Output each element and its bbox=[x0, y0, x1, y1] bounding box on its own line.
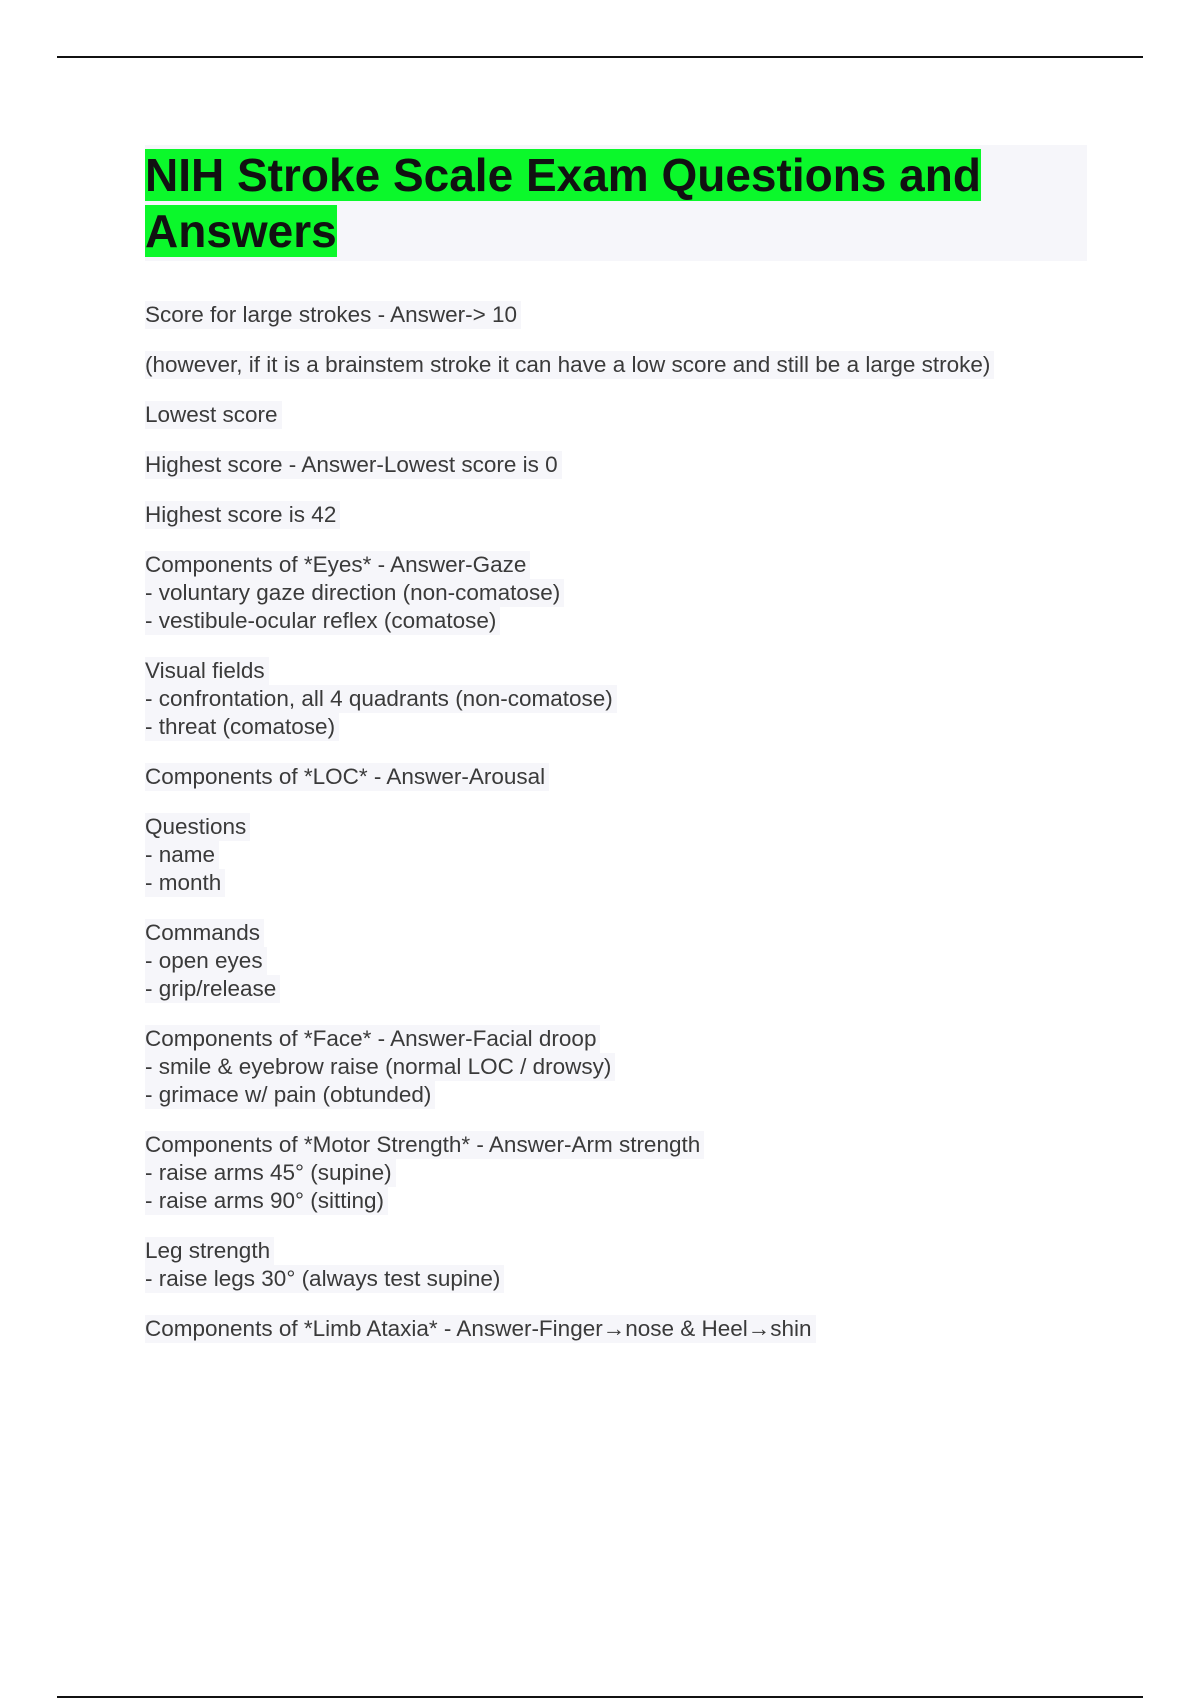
qa-line-detail: - name bbox=[145, 841, 219, 869]
document-body bbox=[145, 145, 1087, 1365]
qa-line-detail: - threat (comatose) bbox=[145, 713, 339, 741]
qa-line-detail: - raise arms 45° (supine) bbox=[145, 1159, 396, 1187]
qa-block bbox=[145, 1315, 1087, 1343]
qa-line-detail: - open eyes bbox=[145, 947, 267, 975]
qa-line-detail: - voluntary gaze direction (non-comatose) bbox=[145, 579, 564, 607]
qa-block bbox=[145, 551, 1087, 635]
qa-block bbox=[145, 657, 1087, 741]
qa-line-heading: Lowest score bbox=[145, 401, 282, 429]
qa-block bbox=[145, 501, 1087, 529]
title-box bbox=[145, 145, 1087, 261]
qa-block bbox=[145, 919, 1087, 1003]
qa-list bbox=[145, 301, 1087, 1343]
qa-block bbox=[145, 351, 1087, 379]
qa-block bbox=[145, 763, 1087, 791]
qa-line-heading: Highest score is 42 bbox=[145, 501, 340, 529]
qa-block bbox=[145, 1025, 1087, 1109]
qa-line-detail: - smile & eyebrow raise (normal LOC / drowsy) bbox=[145, 1053, 615, 1081]
qa-line-detail: - raise arms 90° (sitting) bbox=[145, 1187, 388, 1215]
qa-line-heading: Score for large strokes - Answer-> 10 bbox=[145, 301, 521, 329]
title-highlight: NIH Stroke Scale Exam Questions and Answers bbox=[145, 149, 981, 257]
qa-line-heading: Leg strength bbox=[145, 1237, 274, 1265]
qa-line-heading: Questions bbox=[145, 813, 250, 841]
qa-block bbox=[145, 1237, 1087, 1293]
qa-line-detail: - month bbox=[145, 869, 225, 897]
qa-block bbox=[145, 301, 1087, 329]
top-rule bbox=[57, 56, 1143, 58]
qa-line-heading: Components of *Motor Strength* - Answer-Arm strength bbox=[145, 1131, 704, 1159]
qa-line-heading: Components of *Limb Ataxia* - Answer-Finger→nose & Heel→shin bbox=[145, 1315, 816, 1343]
qa-line-heading: (however, if it is a brainstem stroke it can have a low score and still be a large stroke) bbox=[145, 351, 994, 379]
qa-block bbox=[145, 1131, 1087, 1215]
page-title bbox=[145, 147, 1087, 259]
qa-line-heading: Highest score - Answer-Lowest score is 0 bbox=[145, 451, 562, 479]
qa-line-detail: - vestibule-ocular reflex (comatose) bbox=[145, 607, 500, 635]
qa-line-detail: - grimace w/ pain (obtunded) bbox=[145, 1081, 435, 1109]
qa-line-detail: - confrontation, all 4 quadrants (non-comatose) bbox=[145, 685, 617, 713]
qa-line-heading: Commands bbox=[145, 919, 264, 947]
qa-line-heading: Visual fields bbox=[145, 657, 269, 685]
qa-line-heading: Components of *Eyes* - Answer-Gaze bbox=[145, 551, 530, 579]
qa-block bbox=[145, 813, 1087, 897]
qa-line-detail: - raise legs 30° (always test supine) bbox=[145, 1265, 504, 1293]
qa-line-heading: Components of *Face* - Answer-Facial droop bbox=[145, 1025, 600, 1053]
qa-line-heading: Components of *LOC* - Answer-Arousal bbox=[145, 763, 549, 791]
qa-block bbox=[145, 451, 1087, 479]
qa-line-detail: - grip/release bbox=[145, 975, 280, 1003]
qa-block bbox=[145, 401, 1087, 429]
bottom-rule bbox=[57, 1696, 1143, 1698]
